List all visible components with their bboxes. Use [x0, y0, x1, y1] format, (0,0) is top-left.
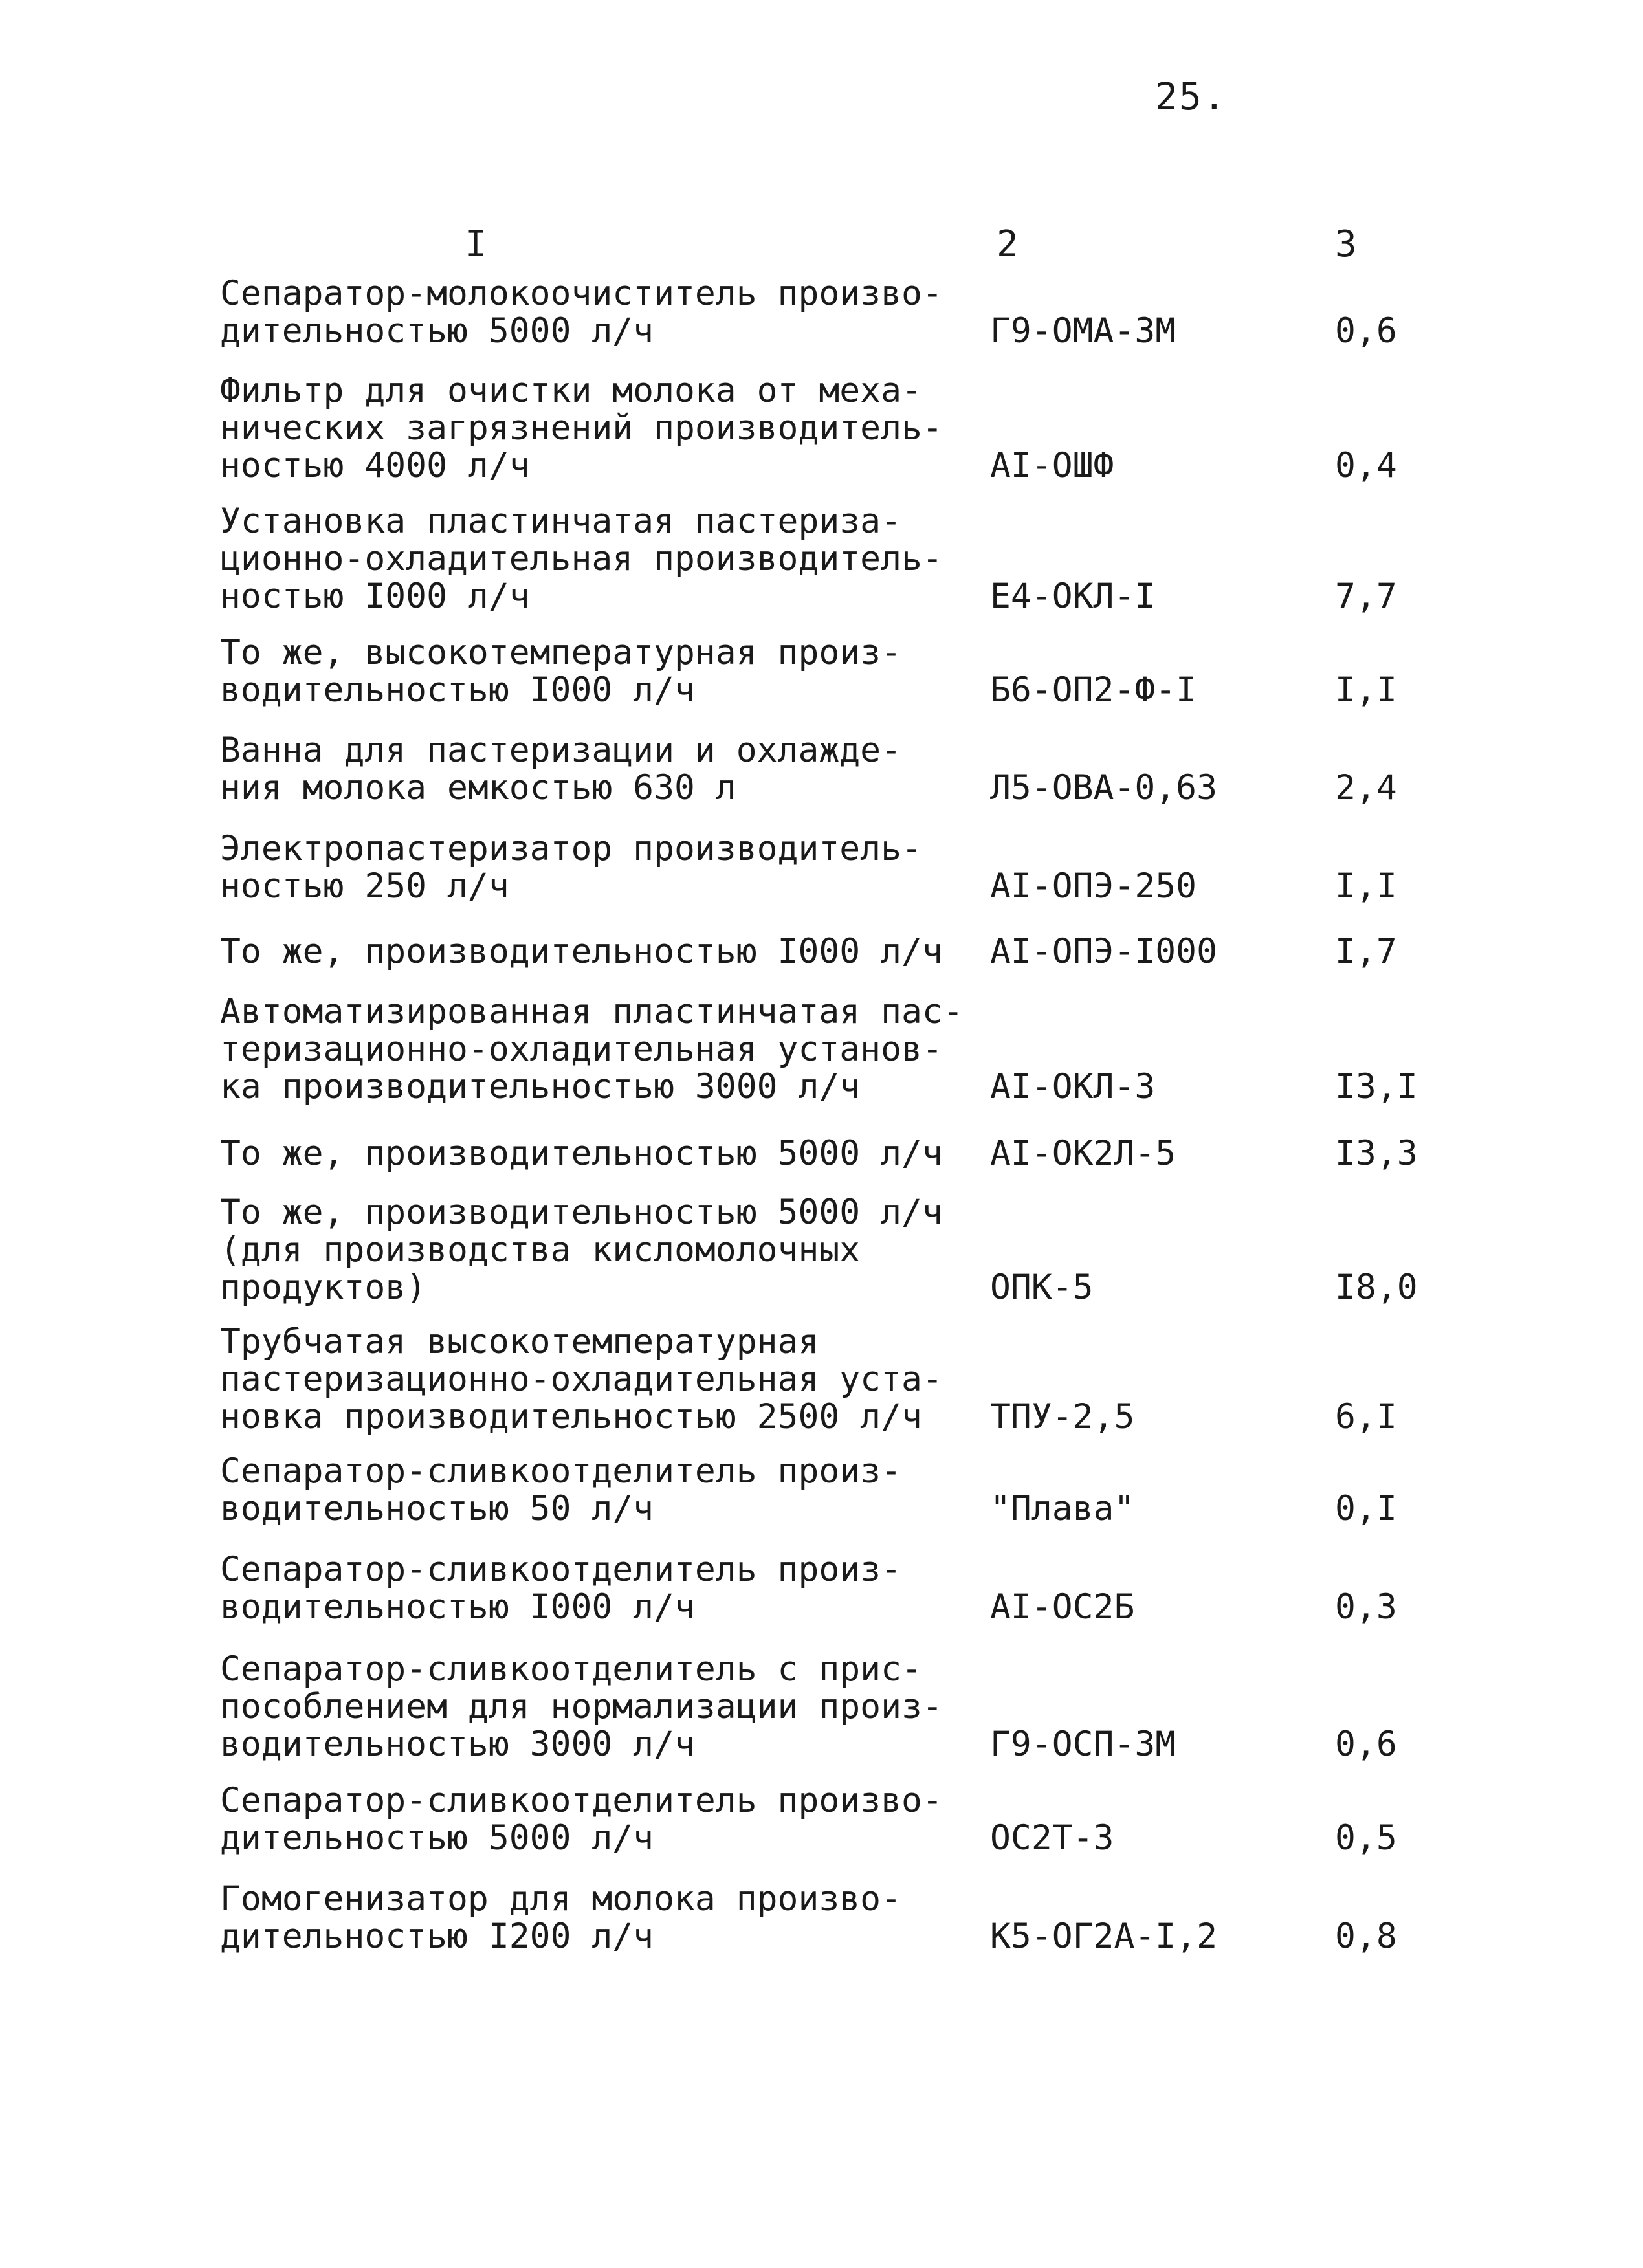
equipment-name: То же, производительностью I000 л/ч	[220, 932, 943, 971]
equipment-value: I,7	[1335, 932, 1397, 971]
equipment-code: ТПУ-2,5	[990, 1397, 1135, 1437]
equipment-value: 0,5	[1335, 1818, 1397, 1858]
column-header-3: 3	[1335, 223, 1357, 265]
equipment-value: I3,3	[1335, 1134, 1418, 1173]
equipment-value: I,I	[1335, 670, 1397, 710]
equipment-code: Г9-ОМА-3М	[990, 311, 1176, 351]
equipment-value: 0,6	[1335, 1724, 1397, 1764]
equipment-name: Сепаратор-сливкоотделитель произ- водительностью 50 л/ч	[220, 1451, 901, 1528]
equipment-value: I8,0	[1335, 1268, 1418, 1307]
column-headers	[0, 223, 1643, 275]
equipment-code: ОПК-5	[990, 1268, 1094, 1307]
equipment-value: 6,I	[1335, 1397, 1397, 1437]
equipment-code: АI-ОШФ	[990, 446, 1114, 485]
equipment-code: Б6-ОП2-Ф-I	[990, 670, 1197, 710]
equipment-name: Сепаратор-молокоочиститель произво- дительностью 5000 л/ч	[220, 274, 943, 351]
equipment-name: Трубчатая высокотемпературная пастеризационно-охладительная уста- новка производительностью 2500 л/ч	[220, 1322, 943, 1437]
equipment-name: Ванна для пастеризации и охлажде- ния молока емкостью 630 л	[220, 731, 901, 808]
equipment-code: Г9-ОСП-3М	[990, 1724, 1176, 1764]
equipment-name: Фильтр для очистки молока от меха- нических загрязнений производитель- ностью 4000 л/ч	[220, 371, 943, 485]
equipment-name: То же, производительностью 5000 л/ч (для производства кисломолочных продуктов)	[220, 1193, 943, 1307]
equipment-name: Сепаратор-сливкоотделитель с прис- пособлением для нормализации произ- водительностью 3000 л/ч	[220, 1649, 943, 1764]
equipment-code: Е4-ОКЛ-I	[990, 577, 1156, 616]
equipment-name: То же, производительностью 5000 л/ч	[220, 1134, 943, 1173]
equipment-value: I,I	[1335, 866, 1397, 906]
equipment-code: АI-ОК2Л-5	[990, 1134, 1176, 1173]
equipment-name: Автоматизированная пластинчатая пас- теризационно-охладительная установ- ка производительностью 3000 л/ч	[220, 992, 964, 1106]
equipment-code: АI-ОПЭ-I000	[990, 932, 1217, 971]
equipment-name: Сепаратор-сливкоотделитель произ- водительностью I000 л/ч	[220, 1550, 901, 1627]
equipment-name: Электропастеризатор производитель- ностью 250 л/ч	[220, 829, 922, 906]
equipment-value: 0,6	[1335, 311, 1397, 351]
equipment-code: ОС2Т-3	[990, 1818, 1114, 1858]
equipment-code: АI-ОС2Б	[990, 1587, 1135, 1627]
equipment-code: К5-ОГ2А-I,2	[990, 1917, 1217, 1956]
equipment-code: АI-ОПЭ-250	[990, 866, 1197, 906]
equipment-name: Установка пластинчатая пастериза- ционно-охладительная производитель- ностью I000 л/ч	[220, 501, 943, 616]
equipment-value: 0,I	[1335, 1489, 1397, 1528]
equipment-name: Гомогенизатор для молока произво- дительностью I200 л/ч	[220, 1879, 901, 1956]
equipment-value: 0,3	[1335, 1587, 1397, 1627]
equipment-value: I3,I	[1335, 1067, 1418, 1106]
equipment-value: 0,8	[1335, 1917, 1397, 1956]
equipment-value: 0,4	[1335, 446, 1397, 485]
equipment-code: "Плава"	[990, 1489, 1135, 1528]
equipment-name: Сепаратор-сливкоотделитель произво- дительностью 5000 л/ч	[220, 1781, 943, 1858]
equipment-value: 7,7	[1335, 577, 1397, 616]
page-number: 25.	[1155, 74, 1227, 118]
column-header-1: I	[465, 223, 487, 265]
equipment-code: АI-ОКЛ-3	[990, 1067, 1156, 1106]
equipment-name: То же, высокотемпературная произ- водительностью I000 л/ч	[220, 633, 901, 710]
equipment-value: 2,4	[1335, 768, 1397, 808]
column-header-2: 2	[997, 223, 1019, 265]
equipment-code: Л5-ОВА-0,63	[990, 768, 1217, 808]
